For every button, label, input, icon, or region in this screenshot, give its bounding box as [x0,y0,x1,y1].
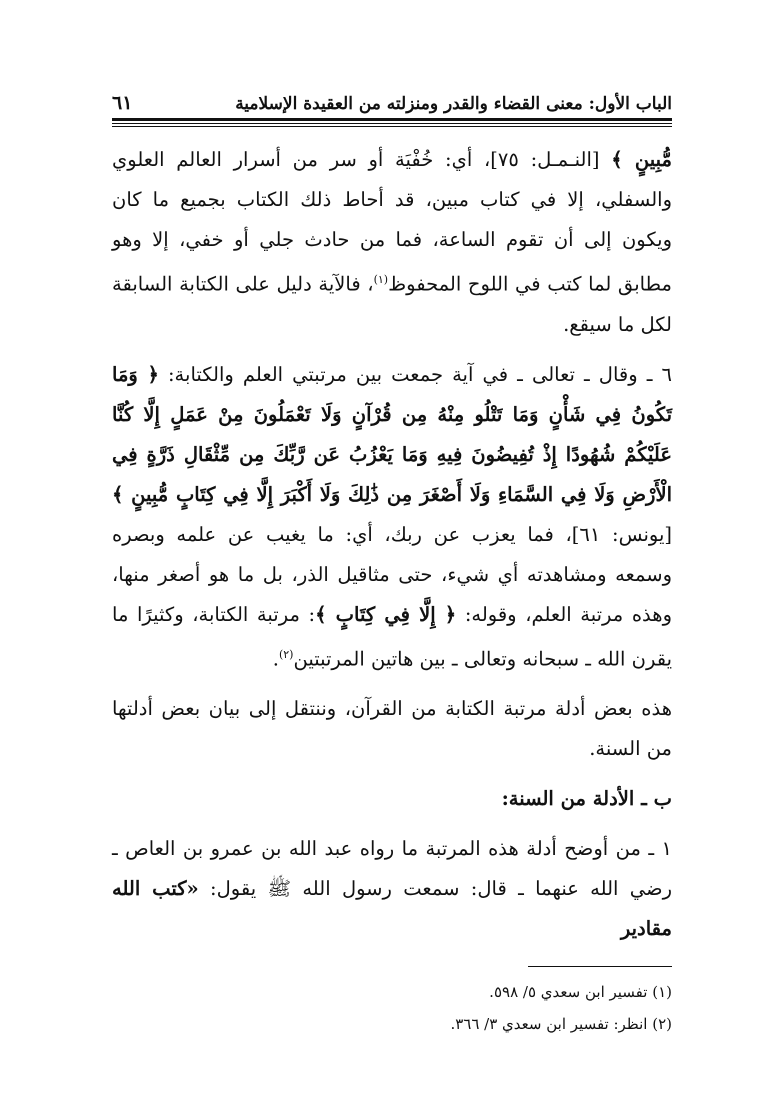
paragraph-1 [112,140,672,345]
paragraph-4 [112,829,672,949]
footnote-separator [528,966,672,967]
quran-verse-short: ﴿ إِلَّا فِي كِتَابٍ ﴾ [315,602,457,626]
footnote-mark-1: (١) [373,273,389,286]
paragraph-1-text: [النـمـل: ٧٥]، أي: خُفْيَة أو سر من أسرار العالم العلوي والسفلي، إلا في كتاب مبين، قد أحاط ذلك الكتاب بجميع ما كان ويكون إلى أن تقوم الساعة، فما من حادث جلي أو خفي، إلا وهو مطابق لما كتب في اللوح المحفوظ [112,148,672,296]
verse-end: مُّبِينٍ ﴾ [611,148,672,171]
paragraph-2-intro: ٦ ـ وقال ـ تعالى ـ في آية جمعت بين مرتبتي العلم والكتابة: [158,362,672,386]
paragraph-2-text: [يونس: ٦١]، فما يعزب عن ربك، أي: ما يغيب عن علمه وبصره وسمعه ومشاهدته أي شيء، حتى مثاقيل الذر، بل ما هو أصغر منها، وهذه مرتبة العلم، وقوله: [112,522,672,626]
hadith-start: «كتب الله مقادير [112,877,672,940]
page-body [112,140,672,949]
paragraph-2-text3: . [272,647,279,670]
footnote-2: (٢) انظر: تفسير ابن سعدي ٣/ ٣٦٦. [450,1015,672,1033]
paragraph-2 [112,355,672,680]
page-number: ٦١ [112,92,133,114]
paragraph-4-text: ١ ـ من أوضح أدلة هذه المرتبة ما رواه عبد الله بن عمرو بن العاص ـ رضي الله عنهما ـ قال: سمعت رسول الله ﷺ يقول: [112,837,673,900]
section-heading: ب ـ الأدلة من السنة: [501,787,672,810]
footnotes [112,976,672,1040]
paragraph-2-text2: : مرتبة الكتابة، وكثيرًا ما يقرن الله ـ سبحانه وتعالى ـ بين هاتين المرتبتين [112,602,672,670]
footnote-1: (١) تفسير ابن سعدي ٥/ ٥٩٨. [489,983,672,1001]
running-title: الباب الأول: معنى القضاء والقدر ومنزلته من العقيدة الإسلامية [235,94,672,114]
paragraph-1-text-after: ، فالآية دليل على الكتابة السابقة لكل ما سيقع. [112,272,672,336]
paragraph-3: هذه بعض أدلة مرتبة الكتابة من القرآن، وننتقل إلى بيان بعض أدلتها من السنة. [112,697,672,760]
footnote-mark-2: (٢) [278,647,294,661]
quran-verse-yunus: ﴿ وَمَا تَكُونُ فِي شَأْنٍ وَمَا تَتْلُو مِنْهُ مِن قُرْآنٍ وَلَا تَعْمَلُونَ مِنْ عَمَلٍ إِلَّا كُنَّا عَلَيْكُمْ شُهُودًا إِذْ تُفِيضُونَ فِيهِ وَمَا يَعْزُبُ عَن رَّبِّكَ مِن مِّثْقَالِ ذَرَّةٍ فِي الْأَرْضِ وَلَا فِي السَّمَاءِ وَلَا أَصْغَرَ مِن ذَٰلِكَ وَلَا أَكْبَرَ إِلَّا فِي كِتَابٍ مُّبِينٍ ﴾ [112,362,672,506]
page-header [112,84,672,114]
header-rule [112,118,672,127]
